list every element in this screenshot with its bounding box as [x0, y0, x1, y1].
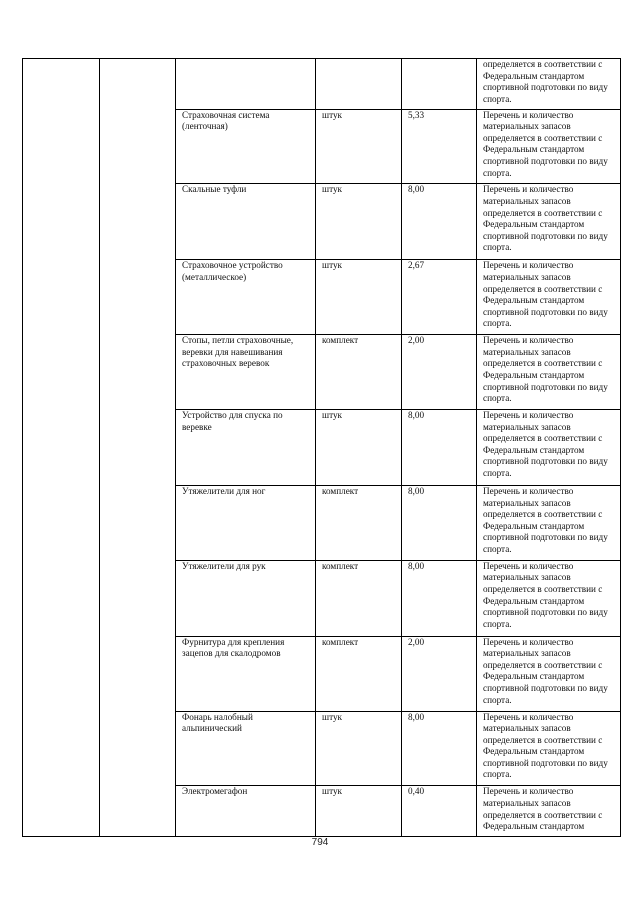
note-cell: Перечень и количество материальных запасов определяется в соответствии с Федеральным стандартом спортивной подготовки по виду спорта.	[477, 485, 621, 560]
quantity-cell: 2,00	[402, 636, 477, 711]
item-name-cell	[176, 59, 316, 110]
page-number: 794	[311, 837, 329, 848]
note-cell: Перечень и количество материальных запасов определяется в соответствии с Федеральным стандартом спортивной подготовки по виду спорта.	[477, 109, 621, 184]
unit-cell: штук	[316, 786, 402, 837]
note-cell: Перечень и количество материальных запасов определяется в соответствии с Федеральным стандартом спортивной подготовки по виду спорта.	[477, 260, 621, 335]
unit-cell	[316, 59, 402, 110]
item-name-cell: Фурнитура для крепления зацепов для скалодромов	[176, 636, 316, 711]
quantity-cell: 2,00	[402, 335, 477, 410]
quantity-cell: 8,00	[402, 485, 477, 560]
note-cell: Перечень и количество материальных запасов определяется в соответствии с Федеральным стандартом спортивной подготовки по виду спорта.	[477, 636, 621, 711]
unit-cell: штук	[316, 184, 402, 260]
note-cell: Перечень и количество материальных запасов определяется в соответствии с Федеральным стандартом спортивной подготовки по виду спорта.	[477, 711, 621, 786]
quantity-cell	[402, 59, 477, 110]
unit-cell: штук	[316, 410, 402, 486]
note-cell: Перечень и количество материальных запасов определяется в соответствии с Федеральным стандартом спортивной подготовки по виду спорта.	[477, 560, 621, 636]
unit-cell: комплект	[316, 335, 402, 410]
quantity-cell: 2,67	[402, 260, 477, 335]
item-name-cell: Устройство для спуска по веревке	[176, 410, 316, 486]
unit-cell: штук	[316, 109, 402, 184]
unit-cell: штук	[316, 260, 402, 335]
note-cell: Перечень и количество материальных запасов определяется в соответствии с Федеральным стандартом	[477, 786, 621, 837]
item-name-cell: Утяжелители для рук	[176, 560, 316, 636]
merged-cell-col1	[23, 59, 100, 837]
item-name-cell: Электромегафон	[176, 786, 316, 837]
item-name-cell: Страховочное устройство (металлическое)	[176, 260, 316, 335]
quantity-cell: 8,00	[402, 184, 477, 260]
equipment-table	[22, 58, 621, 837]
item-name-cell: Фонарь налобный альпинический	[176, 711, 316, 786]
quantity-cell: 8,00	[402, 560, 477, 636]
note-cell: определяется в соответствии с Федеральным стандартом спортивной подготовки по виду спорта.	[477, 59, 621, 110]
note-cell: Перечень и количество материальных запасов определяется в соответствии с Федеральным стандартом спортивной подготовки по виду спорта.	[477, 335, 621, 410]
unit-cell: штук	[316, 711, 402, 786]
merged-cell-col2	[100, 59, 176, 837]
table-row	[23, 59, 621, 110]
quantity-cell: 8,00	[402, 410, 477, 486]
note-cell: Перечень и количество материальных запасов определяется в соответствии с Федеральным стандартом спортивной подготовки по виду спорта.	[477, 410, 621, 486]
unit-cell: комплект	[316, 560, 402, 636]
note-cell: Перечень и количество материальных запасов определяется в соответствии с Федеральным стандартом спортивной подготовки по виду спорта.	[477, 184, 621, 260]
unit-cell: комплект	[316, 485, 402, 560]
quantity-cell: 5,33	[402, 109, 477, 184]
unit-cell: комплект	[316, 636, 402, 711]
quantity-cell: 0,40	[402, 786, 477, 837]
item-name-cell: Стопы, петли страховочные, веревки для навешивания страховочных веревок	[176, 335, 316, 410]
item-name-cell: Страховочная система (ленточная)	[176, 109, 316, 184]
item-name-cell: Утяжелители для ног	[176, 485, 316, 560]
quantity-cell: 8,00	[402, 711, 477, 786]
item-name-cell: Скальные туфли	[176, 184, 316, 260]
